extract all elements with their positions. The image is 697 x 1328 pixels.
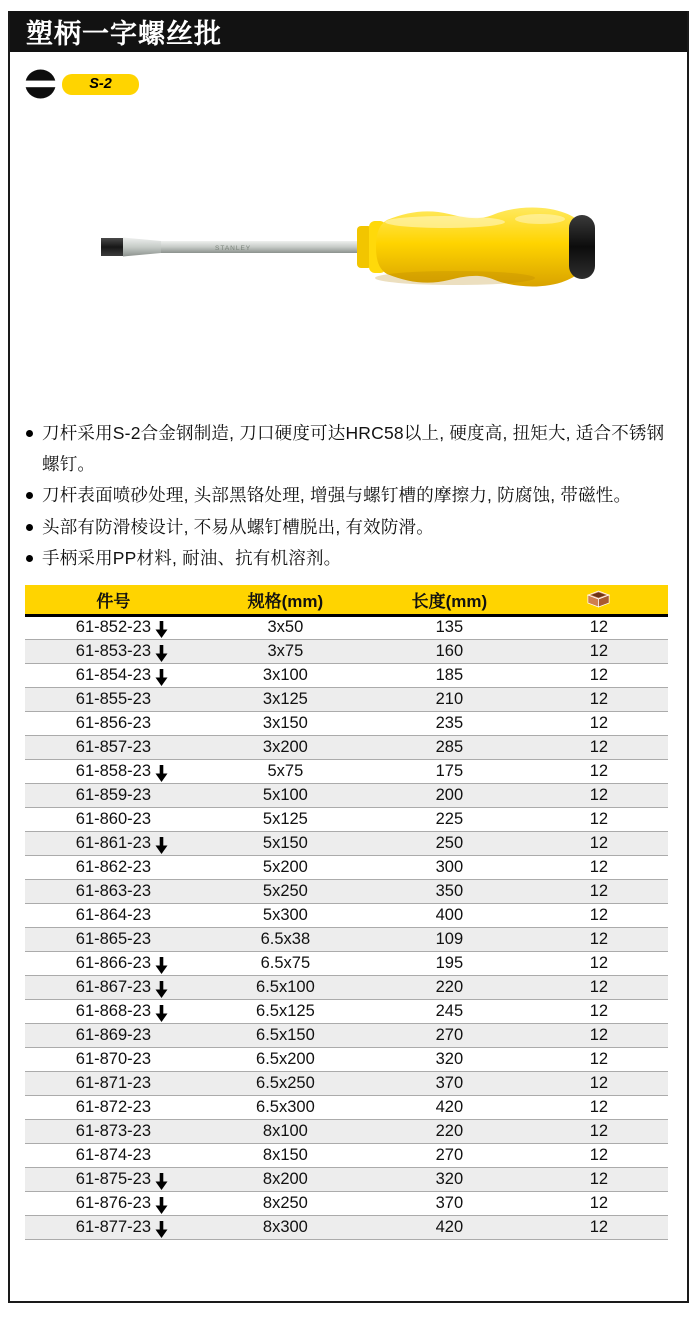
qty-cell: 12 [530, 1143, 668, 1167]
spec-cell: 3x50 [202, 615, 369, 639]
length-cell: 225 [369, 807, 530, 831]
qty-cell: 12 [530, 663, 668, 687]
table-row [25, 687, 668, 711]
qty-cell: 12 [530, 951, 668, 975]
table-row [25, 951, 668, 975]
table-row [25, 1095, 668, 1119]
spec-cell: 6.5x300 [202, 1095, 369, 1119]
spec-cell: 3x75 [202, 639, 369, 663]
length-cell: 420 [369, 1095, 530, 1119]
qty-cell: 12 [530, 1119, 668, 1143]
package-box-icon [530, 590, 668, 608]
table-row [25, 831, 668, 855]
part-number-cell: 61-866-23 [25, 951, 202, 975]
qty-cell: 12 [530, 999, 668, 1023]
length-cell: 160 [369, 639, 530, 663]
col-header-part: 件号 [25, 585, 202, 615]
length-cell: 135 [369, 615, 530, 639]
length-cell: 400 [369, 903, 530, 927]
part-number-cell: 61-857-23 [25, 735, 202, 759]
spec-cell: 5x125 [202, 807, 369, 831]
length-cell: 195 [369, 951, 530, 975]
spec-cell: 6.5x200 [202, 1047, 369, 1071]
part-number-cell: 61-863-23 [25, 879, 202, 903]
part-number-cell: 61-852-23 [25, 615, 202, 639]
spec-cell: 6.5x250 [202, 1071, 369, 1095]
length-cell: 320 [369, 1167, 530, 1191]
part-number-cell: 61-876-23 [25, 1191, 202, 1215]
col-header-qty [530, 585, 668, 615]
down-arrow-icon [155, 957, 168, 974]
spec-cell: 5x100 [202, 783, 369, 807]
down-arrow-icon [155, 1173, 168, 1190]
qty-cell: 12 [530, 879, 668, 903]
spec-cell: 6.5x38 [202, 927, 369, 951]
part-number-cell: 61-859-23 [25, 783, 202, 807]
feature-list [25, 418, 675, 575]
part-number-cell: 61-862-23 [25, 855, 202, 879]
part-number-cell: 61-853-23 [25, 639, 202, 663]
spec-table-body [25, 615, 668, 1239]
qty-cell: 12 [530, 783, 668, 807]
table-row [25, 975, 668, 999]
qty-cell: 12 [530, 903, 668, 927]
spec-cell: 8x300 [202, 1215, 369, 1239]
spec-cell: 8x150 [202, 1143, 369, 1167]
table-row [25, 1047, 668, 1071]
spec-table [25, 585, 668, 1240]
table-row [25, 639, 668, 663]
length-cell: 370 [369, 1191, 530, 1215]
down-arrow-icon [155, 621, 168, 638]
length-cell: 370 [369, 1071, 530, 1095]
qty-cell: 12 [530, 975, 668, 999]
product-image [95, 200, 600, 295]
col-header-length: 长度(mm) [369, 585, 530, 615]
handle-end-cap [569, 215, 595, 279]
down-arrow-icon [155, 669, 168, 686]
table-row [25, 1071, 668, 1095]
length-cell: 200 [369, 783, 530, 807]
table-row [25, 1191, 668, 1215]
qty-cell: 12 [530, 1071, 668, 1095]
page-title-bar [10, 11, 687, 52]
length-cell: 270 [369, 1143, 530, 1167]
qty-cell: 12 [530, 1167, 668, 1191]
part-number-cell: 61-856-23 [25, 711, 202, 735]
qty-cell: 12 [530, 927, 668, 951]
qty-cell: 12 [530, 807, 668, 831]
spec-cell: 3x125 [202, 687, 369, 711]
qty-cell: 12 [530, 831, 668, 855]
qty-cell: 12 [530, 735, 668, 759]
part-number-cell: 61-855-23 [25, 687, 202, 711]
length-cell: 109 [369, 927, 530, 951]
table-row [25, 1167, 668, 1191]
spec-cell: 8x250 [202, 1191, 369, 1215]
tip-type-row [25, 69, 139, 99]
down-arrow-icon [155, 837, 168, 854]
length-cell: 220 [369, 975, 530, 999]
part-number-cell: 61-871-23 [25, 1071, 202, 1095]
down-arrow-icon [155, 645, 168, 662]
table-row [25, 855, 668, 879]
part-number-cell: 61-864-23 [25, 903, 202, 927]
part-number-cell: 61-874-23 [25, 1143, 202, 1167]
table-row [25, 735, 668, 759]
table-row [25, 1119, 668, 1143]
table-row [25, 903, 668, 927]
page-title: 塑柄一字螺丝批 [26, 19, 222, 49]
length-cell: 285 [369, 735, 530, 759]
spec-cell: 5x75 [202, 759, 369, 783]
col-header-spec: 规格(mm) [202, 585, 369, 615]
table-row [25, 1023, 668, 1047]
length-cell: 235 [369, 711, 530, 735]
qty-cell: 12 [530, 1215, 668, 1239]
spec-cell: 5x200 [202, 855, 369, 879]
length-cell: 245 [369, 999, 530, 1023]
shaft-brand-text: STANLEY [215, 245, 252, 252]
part-number-cell: 61-854-23 [25, 663, 202, 687]
length-cell: 320 [369, 1047, 530, 1071]
table-row [25, 1143, 668, 1167]
length-cell: 210 [369, 687, 530, 711]
table-row [25, 663, 668, 687]
feature-item: 头部有防滑棱设计, 不易从螺钉槽脱出, 有效防滑。 [25, 512, 675, 543]
qty-cell: 12 [530, 759, 668, 783]
qty-cell: 12 [530, 639, 668, 663]
part-number-cell: 61-872-23 [25, 1095, 202, 1119]
down-arrow-icon [155, 765, 168, 782]
qty-cell: 12 [530, 615, 668, 639]
table-row [25, 807, 668, 831]
length-cell: 350 [369, 879, 530, 903]
spec-cell: 3x150 [202, 711, 369, 735]
page-frame [8, 11, 689, 1303]
spec-cell: 3x100 [202, 663, 369, 687]
part-number-cell: 61-867-23 [25, 975, 202, 999]
tip-grade-badge: S-2 [62, 74, 139, 95]
length-cell: 220 [369, 1119, 530, 1143]
table-row [25, 711, 668, 735]
spec-cell: 6.5x125 [202, 999, 369, 1023]
spec-cell: 6.5x100 [202, 975, 369, 999]
table-row [25, 783, 668, 807]
down-arrow-icon [155, 1221, 168, 1238]
length-cell: 300 [369, 855, 530, 879]
part-number-cell: 61-860-23 [25, 807, 202, 831]
qty-cell: 12 [530, 711, 668, 735]
part-number-cell: 61-865-23 [25, 927, 202, 951]
spec-cell: 8x100 [202, 1119, 369, 1143]
spec-cell: 6.5x150 [202, 1023, 369, 1047]
spec-cell: 5x150 [202, 831, 369, 855]
part-number-cell: 61-870-23 [25, 1047, 202, 1071]
down-arrow-icon [155, 981, 168, 998]
feature-item: 刀杆表面喷砂处理, 头部黑铬处理, 增强与螺钉槽的摩擦力, 防腐蚀, 带磁性。 [25, 480, 675, 511]
table-row [25, 615, 668, 639]
slotted-head-icon [25, 69, 56, 99]
part-number-cell: 61-875-23 [25, 1167, 202, 1191]
length-cell: 420 [369, 1215, 530, 1239]
qty-cell: 12 [530, 1095, 668, 1119]
feature-item: 刀杆采用S-2合金钢制造, 刀口硬度可达HRC58以上, 硬度高, 扭矩大, 适合不锈钢螺钉。 [25, 418, 675, 479]
length-cell: 270 [369, 1023, 530, 1047]
part-number-cell: 61-868-23 [25, 999, 202, 1023]
table-row [25, 879, 668, 903]
spec-cell: 8x200 [202, 1167, 369, 1191]
spec-cell: 5x250 [202, 879, 369, 903]
spec-cell: 6.5x75 [202, 951, 369, 975]
table-row [25, 927, 668, 951]
length-cell: 185 [369, 663, 530, 687]
down-arrow-icon [155, 1197, 168, 1214]
qty-cell: 12 [530, 1047, 668, 1071]
spec-cell: 3x200 [202, 735, 369, 759]
table-row [25, 759, 668, 783]
qty-cell: 12 [530, 855, 668, 879]
part-number-cell: 61-877-23 [25, 1215, 202, 1239]
qty-cell: 12 [530, 1023, 668, 1047]
part-number-cell: 61-869-23 [25, 1023, 202, 1047]
part-number-cell: 61-873-23 [25, 1119, 202, 1143]
blade-tip [101, 238, 123, 256]
table-row [25, 1215, 668, 1239]
length-cell: 250 [369, 831, 530, 855]
qty-cell: 12 [530, 687, 668, 711]
table-row [25, 999, 668, 1023]
qty-cell: 12 [530, 1191, 668, 1215]
feature-item: 手柄采用PP材料, 耐油、抗有机溶剂。 [25, 543, 675, 574]
spec-table-header [25, 585, 668, 615]
down-arrow-icon [155, 1005, 168, 1022]
length-cell: 175 [369, 759, 530, 783]
part-number-cell: 61-858-23 [25, 759, 202, 783]
spec-cell: 5x300 [202, 903, 369, 927]
part-number-cell: 61-861-23 [25, 831, 202, 855]
